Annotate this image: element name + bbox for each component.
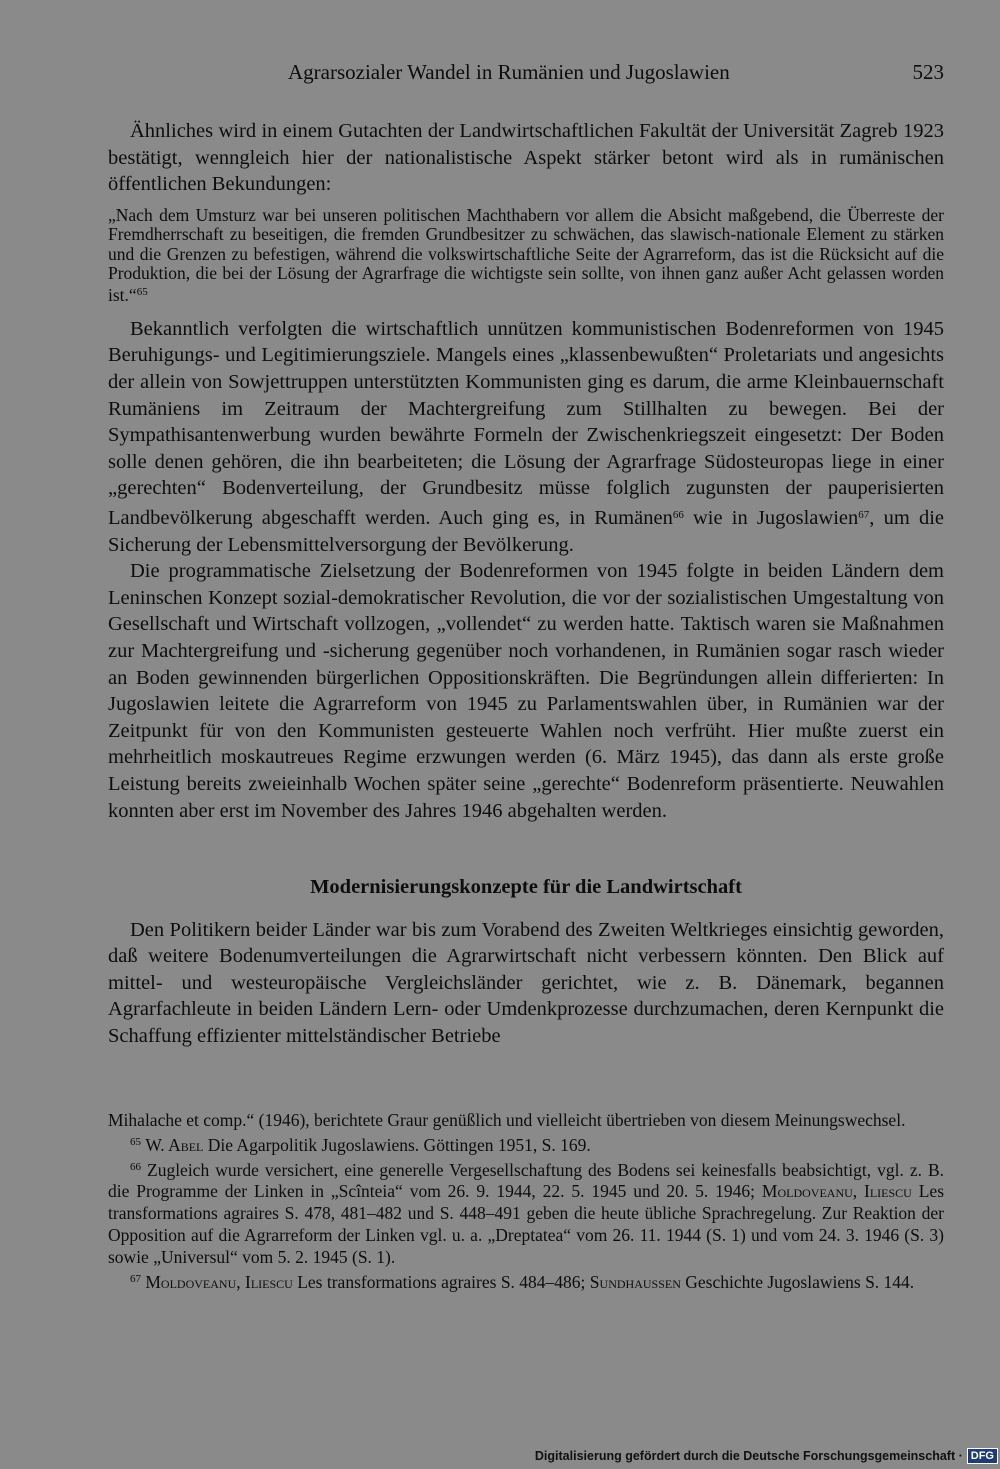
paragraph-2-part-b: wie in Jugoslawien — [683, 506, 859, 529]
footnote-author: Sundhaussen — [589, 1271, 681, 1292]
dfg-logo: DFG — [967, 1448, 998, 1464]
digitization-footer — [535, 1448, 998, 1464]
footnote-continuation: Mihalache et comp.“ (1946), berichtete Graur genüßlich und vielleicht übertrieben von diesem Meinungswechsel. — [108, 1110, 906, 1130]
footnote-text: Geschichte Jugoslawiens S. 144. — [680, 1271, 915, 1292]
paragraph-4: Den Politikern beider Länder war bis zum Vorabend des Zweiten Weltkrieges einsichtig geworden, daß weitere Bodenumverteilungen die Agrarwirtschaft nicht verbessern könnten. Den Blick auf mittel- und westeuropäische Vergleichsländer gerichtet, wie z. B. Dänemark, begannen Agrarfachleute in beiden Ländern Lern- oder Umdenkprozesse durchzumachen, deren Kernpunkt die Schaffung effizienter mittelständischer Betriebe — [108, 918, 944, 1048]
footnote-ref-66: 66 — [672, 508, 684, 521]
running-title: Agrarsozialer Wandel in Rumänien und Jugoslawien — [288, 60, 730, 84]
paragraph-1: Ähnliches wird in einem Gutachten der Landwirtschaftlichen Fakultät der Universität Zagreb 1923 bestätigt, wenngleich hier der nationalistische Aspekt stärker betont wird als in rumänischen öffentlichen Bekundungen: — [108, 120, 944, 196]
footnote-text: Die Agarpolitik Jugoslawiens. Göttingen 1951, S. 169. — [203, 1134, 591, 1155]
footnote-number-66: 66 — [130, 1160, 141, 1173]
footnote-ref-67: 67 — [858, 508, 870, 521]
footnote-number-67: 67 — [130, 1272, 141, 1285]
block-quote — [108, 206, 944, 306]
quote-text: „Nach dem Umsturz war bei unseren politischen Machthabern vor allem die Absicht maßgebend, die Überreste der Fremdherrschaft zu beseitigen, die fremden Grundbesitzer zu schwächen, das slawisch-nationale Element zu stärken und die Grenzen zu befestigen, während die volkswirtschaftliche Seite der Agrarreform, das ist die Rücksicht auf die Produktion, die bei der Lösung der Agrarfrage die wichtigste sein sollte, von ihnen ganz außer Acht gelassen worden ist.“ — [108, 204, 944, 306]
footnote-67 — [108, 1269, 944, 1294]
footnote-author: Moldoveanu, Iliescu — [145, 1271, 293, 1292]
footnote-text: Les transformations agraires S. 478, 481–482 und S. 448–491 geben die heute übliche Sprachregelung. Zur Reaktion der Opposition auf die Agrarreform der Linken vgl. u. a. „Dreptatea“ vom 26. 11. 1944 (S. 1) und vom 24. 3. 1946 (S. 3) sowie „Universul“ vom 5. 2. 1945 (S. 1). — [108, 1181, 944, 1267]
footnote-author: Moldoveanu, Iliescu — [761, 1181, 912, 1202]
body-text — [108, 118, 944, 1050]
footnote-number-65: 65 — [130, 1135, 141, 1148]
footnote-65 — [108, 1132, 944, 1157]
section-heading: Modernisierungskonzepte für die Landwirtschaft — [310, 876, 742, 899]
footnote-text: Les transformations agraires S. 484–486; — [292, 1271, 590, 1292]
paragraph-3: Die programmatische Zielsetzung der Bodenreformen von 1945 folgte in beiden Ländern dem Leninschen Konzept sozial-demokratischer Revolution, die vor der sozialistischen Umgestaltung von Gesellschaft und Wirtschaft vollzogen, „vollendet“ zu werden hatte. Taktisch waren sie Maßnahmen zur Machtergreifung und -sicherung gegenüber noch vorhandenen, in Rumänien sogar rasch wieder an Boden gewinnenden bürgerlichen Oppositionskräften. Die Begründungen allein differierten: In Jugoslawien leitete die Agrarreform von 1945 zu Parlamentswahlen über, in Rumänien war der Zeitpunkt für von den Kommunisten gesteuerte Wahlen noch verfrüht. Hier mußte zuerst ein mehrheitlich moskautreues Regime erzwungen werden (6. März 1945), das dann als erste große Leistung bereits zweieinhalb Wochen später seine „gerechte“ Bodenreform präsentierte. Neuwahlen konnten aber erst im November des Jahres 1946 abgehalten werden. — [108, 560, 944, 822]
footnote-66 — [108, 1157, 944, 1269]
page-number: 523 — [912, 60, 944, 84]
footnote-ref-65: 65 — [136, 286, 148, 299]
footnote-author: W. Abel — [145, 1134, 204, 1155]
paragraph-2-part-a: Bekanntlich verfolgten die wirtschaftlich unnützen kommunistischen Bodenreformen von 1945 Beruhigungs- und Legitimierungsziele. Mangels eines „klassenbewußten“ Proletariats und angesichts der allein von Sowjettruppen unterstützten Kommunisten ging es darum, die arme Kleinbauernschaft Rumäniens im Zeitraum der Machtergreifung zum Stillhalten zu bewegen. Bei der Sympathisantenwerbung wurden bewährte Formeln der Zwischenkriegszeit eingesetzt: Der Boden solle denen gehören, die ihn bearbeiteten; die Lösung der Agrarfrage Südosteuropas liege in einer „gerechten“ Bodenverteilung, der Grundbesitz müsse folglich zugunsten der pauperisierten Landbevölkerung abgeschafft werden. Auch ging es, in Rumänen — [108, 317, 944, 529]
footnote-text: Zugleich wurde versichert, eine generelle Vergesellschaftung des Bodens sei keinesfalls beabsichtigt, vgl. z. B. die Programme der Linken in „Scînteia“ vom 26. 9. 1944, 22. 5. 1945 und 20. 5. 1946; — [108, 1159, 945, 1202]
footer-text: Digitalisierung gefördert durch die Deutsche Forschungsgemeinschaft · — [534, 1449, 963, 1463]
paragraph-2-part-c: , um die Sicherung der Lebensmittelversorgung der Bevölkerung. — [108, 506, 944, 556]
footnotes — [108, 1110, 944, 1293]
paragraph-2 — [108, 316, 944, 558]
